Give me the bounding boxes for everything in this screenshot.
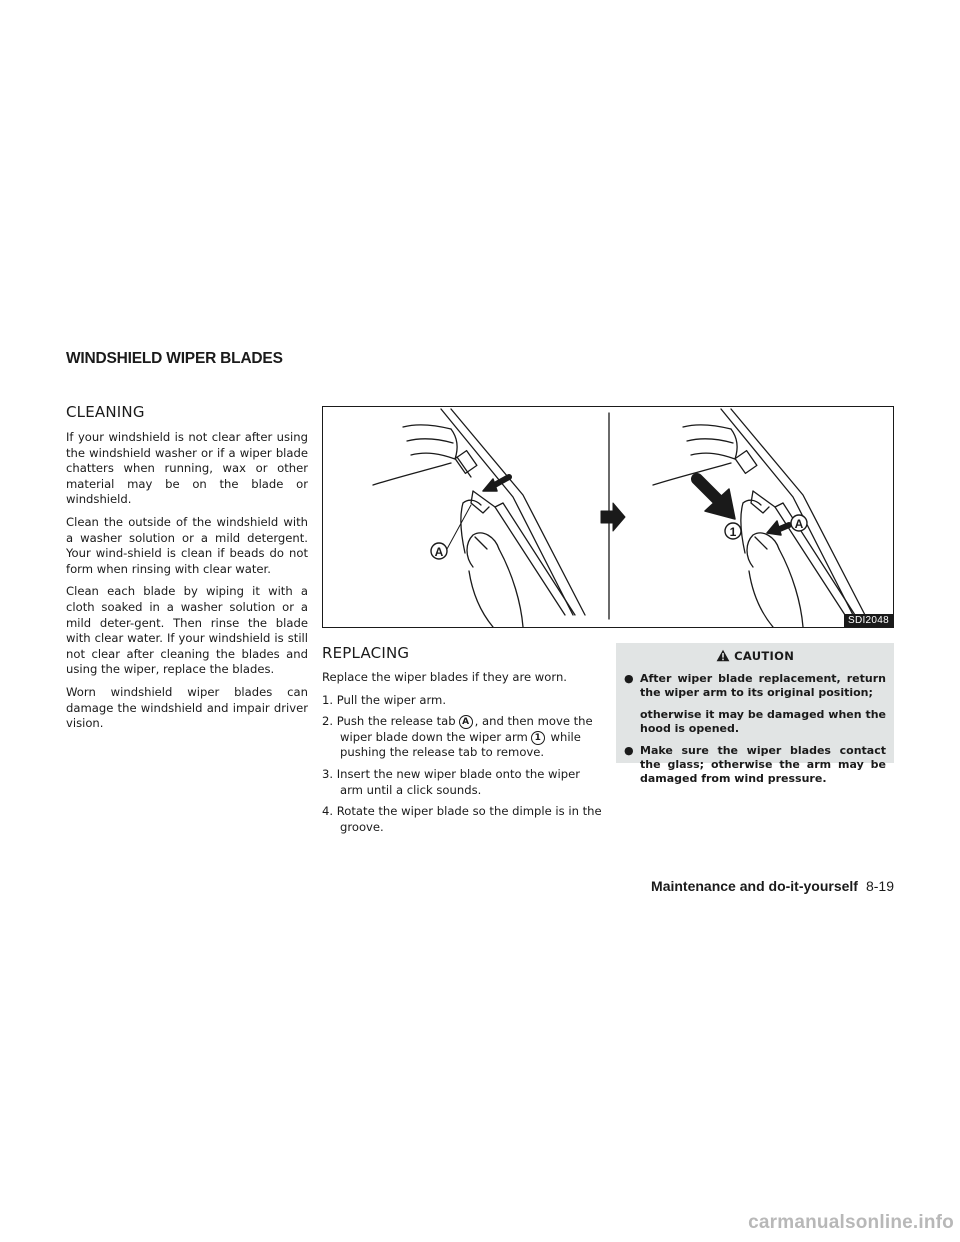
bullet-icon: ● [624, 672, 634, 685]
step-4 [322, 804, 602, 835]
caution-item-2-text: Make sure the wiper blades contact the glass; otherwise the arm may be damaged from wind pressure. [640, 744, 886, 785]
section-title: WINDSHIELD WIPER BLADES [66, 350, 283, 367]
step-3-text: 3. Insert the new wiper blade onto the wiper arm until a click sounds. [322, 766, 580, 797]
warning-icon [716, 649, 730, 662]
cleaning-body [66, 430, 308, 739]
figure-label-a-left: A [434, 545, 444, 559]
step-3 [322, 767, 602, 798]
page-footer [651, 878, 894, 894]
watermark: carmanualsonline.info [748, 1212, 954, 1233]
replacing-intro: Replace the wiper blades if they are worn. [322, 670, 567, 684]
step-2 [322, 714, 602, 761]
cleaning-paragraph: Clean the outside of the windshield with a washer solution or a mild detergent. Your wind-shield is clean if beads do not form when rinsing with clear water. [66, 514, 308, 576]
page-number: 8-19 [865, 878, 894, 894]
step-2-text-b: , and then move the wiper blade down the wiper arm [340, 714, 593, 744]
caution-header [624, 649, 886, 664]
ref-1-icon: 1 [531, 731, 545, 745]
figure-label-a-right: A [794, 517, 804, 531]
wiper-blade-drawing [323, 407, 893, 627]
step-1 [322, 693, 602, 709]
replacing-heading: REPLACING [322, 644, 410, 662]
bullet-icon: ● [624, 744, 634, 757]
caution-item-1 [624, 672, 886, 700]
step-2-text-a: 2. Push the release tab [322, 714, 456, 729]
replacing-body [322, 670, 602, 841]
caution-item-2 [624, 744, 886, 786]
replacing-steps [322, 693, 602, 836]
cleaning-paragraph: Clean each blade by wiping it with a cloth soaked in a washer solution or a mild deter-gent. Then rinse the blade with clear water. If your windshield is still not clear after cleaning the blades and using the wiper, replace the blades. [66, 584, 308, 677]
cleaning-paragraph: If your windshield is not clear after using the windshield washer or if a wiper blade chatters when running, wax or other material may be on the blade or windshield. [66, 430, 308, 507]
step-4-text: 4. Rotate the wiper blade so the dimple is in the groove. [322, 804, 602, 834]
caution-box [616, 643, 894, 785]
step-2-text-c: while pushing the release tab to remove. [340, 729, 581, 760]
figure-code: SDI2048 [844, 614, 893, 627]
caution-item-1-continued: otherwise it may be damaged when the hood is opened. [640, 708, 886, 735]
cleaning-heading: CLEANING [66, 403, 145, 421]
wiper-blade-illustration [322, 406, 894, 628]
caution-item-1-text: After wiper blade replacement, return the wiper arm to its original position; [640, 672, 886, 699]
figure-label-1: 1 [729, 525, 737, 539]
ref-a-icon: A [459, 715, 473, 729]
step-1-text: 1. Pull the wiper arm. [322, 692, 447, 707]
caution-title: CAUTION [734, 649, 795, 663]
chapter-title: Maintenance and do-it-yourself [651, 878, 858, 894]
cleaning-paragraph: Worn windshield wiper blades can damage the windshield and impair driver vision. [66, 684, 308, 731]
